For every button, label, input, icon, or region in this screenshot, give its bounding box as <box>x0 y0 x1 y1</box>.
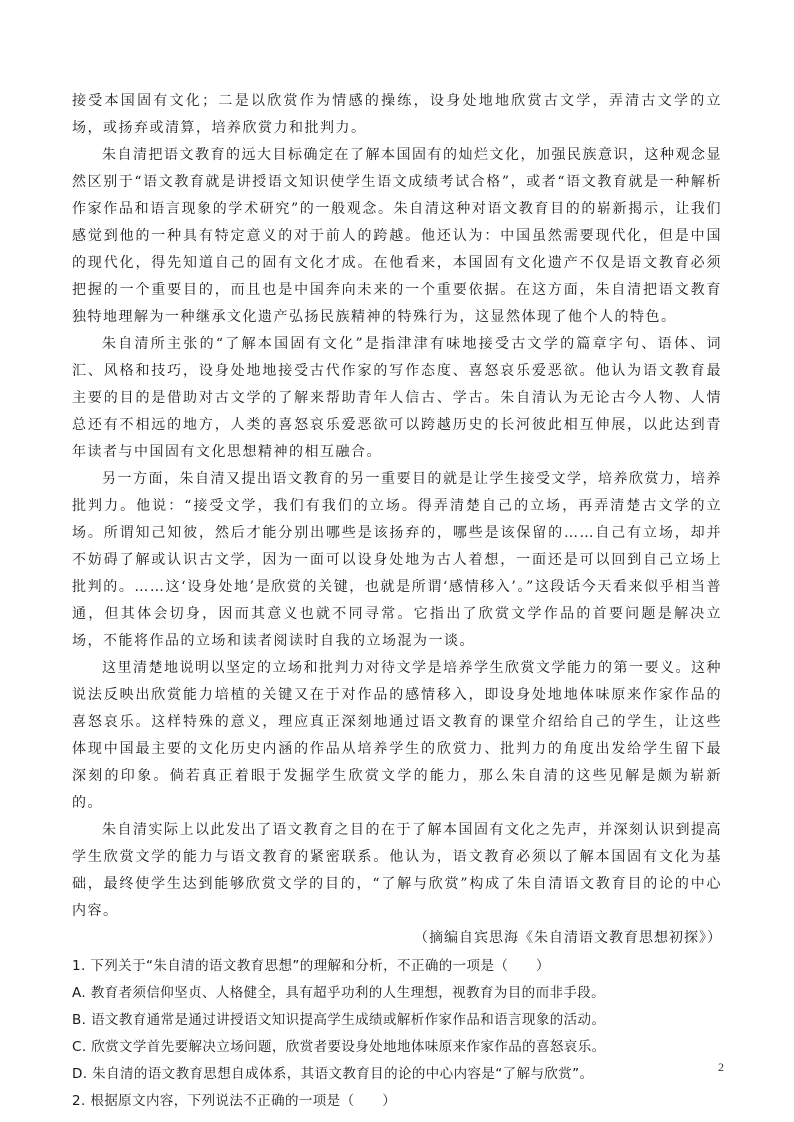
article-paragraph: 朱自清所主张的“了解本国固有文化”是指津津有味地接受古文学的篇章字句、语体、词汇、风格和技巧，设身处地地接受古代作家的写作态度、喜怒哀乐爱恶欲。他认为语文教育最主要的目的是借助对古文学的了解来帮助青年人信古、学古。朱自清认为无论古今人物、人情总还有不相远的地方，人类的喜怒哀乐爱恶欲可以跨越历史的长河彼此相互伸展，以此达到青年读者与中国固有文化思想精神的相互融合。 <box>72 336 722 460</box>
question-1-option-c: C. 欣赏文学首先要解决立场问题，欣赏者要设身处地地体味原来作家作品的喜怒哀乐。 <box>72 1039 606 1055</box>
question-1-option-b: B. 语文教育通常是通过讲授语文知识提高学生成绩或解析作家作品和语言现象的活动。 <box>72 1012 606 1028</box>
article-paragraph: 朱自清实际上以此发出了语文教育之目的在于了解本国固有文化之先声，并深刻认识到提高学生欣赏文学的能力与语文教育的紧密联系。他认为，语文教育必须以了解本国固有文化为基础，最终使学生达到能够欣赏文学的目的，“了解与欣赏”构成了朱自清语文教育目的论的中心内容。 <box>72 822 722 919</box>
page-number: 2 <box>718 1060 724 1074</box>
question-1-stem: 1. 下列关于“朱自清的语文教育思想”的理解和分析，不正确的一项是（ ） <box>72 958 550 974</box>
article-paragraph: 朱自清把语文教育的远大目标确定在了解本国固有的灿烂文化，加强民族意识，这种观念显然区别于“语文教育就是讲授语文知识使学生语文成绩考试合格”，或者“语文教育就是一种解析作家作品和语言现象的学术研究”的一般观念。朱自清这种对语文教育目的的崭新揭示，让我们感觉到他的一种具有特定意义的对于前人的跨越。他还认为：中国虽然需要现代化，但是中国的现代化，得先知道自己的固有文化才成。在他看来，本国固有文化遗产不仅是语文教育必须把握的一个重要目的，而且也是中国奔向未来的一个重要依据。在这方面，朱自清把语文教育独特地理解为一种继承文化遗产弘扬民族精神的特殊行为，这显然体现了他个人的特色。 <box>72 147 722 325</box>
article-paragraph: 另一方面，朱自清又提出语文教育的另一重要目的就是让学生接受文学，培养欣赏力，培养批判力。他说：“接受文学，我们有我们的立场。得弄清楚自己的立场，再弄清楚古文学的立场。所谓知己知彼，然后才能分别出哪些是该扬弃的，哪些是该保留的……自己有立场，却并不妨碍了解或认识古文学，因为一面可以设身处地为古人着想，一面还是可以回到自己立场上批判的。……这‘设身处地’是欣赏的关键，也就是所谓‘感情移入’。”这段话今天看来似乎相当普通，但其体会切身，因而其意义也就不同寻常。它指出了欣赏文学作品的首要问题是解决立场，不能将作品的立场和读者阅读时自我的立场混为一谈。 <box>72 471 722 649</box>
article-source-citation: （摘编自宾思海《朱自清语文教育思想初探》） <box>414 930 722 946</box>
article-paragraph: 接受本国固有文化；二是以欣赏作为情感的操练，设身处地地欣赏古文学，弄清古文学的立场，或扬弃或清算，培养欣赏力和批判力。 <box>72 93 722 136</box>
article-paragraph: 这里清楚地说明以坚定的立场和批判力对待文学是培养学生欣赏文学能力的第一要义。这种说法反映出欣赏能力培植的关键又在于对作品的感情移入，即设身处地地体味原来作家作品的喜怒哀乐。这样特殊的意义，理应真正深刻地通过语文教育的课堂介绍给自己的学生，让这些体现中国最主要的文化历史内涵的作品从培养学生的欣赏力、批判力的角度出发给学生留下最深刻的印象。倘若真正着眼于发掘学生欣赏文学的能力，那么朱自清的这些见解是颇为崭新的。 <box>72 660 722 811</box>
question-1-option-d: D. 朱自清的语文教育思想自成体系，其语文教育目的论的中心内容是“了解与欣赏”。 <box>72 1066 594 1082</box>
article-body <box>72 88 722 952</box>
document-page <box>72 88 722 1115</box>
question-2-stem: 2. 根据原文内容，下列说法不正确的一项是（ ） <box>72 1093 397 1109</box>
question-section <box>72 953 722 1115</box>
question-1-option-a: A. 教育者须信仰坚贞、人格健全，具有超乎功利的人生理想，视教育为目的而非手段。 <box>72 985 606 1001</box>
